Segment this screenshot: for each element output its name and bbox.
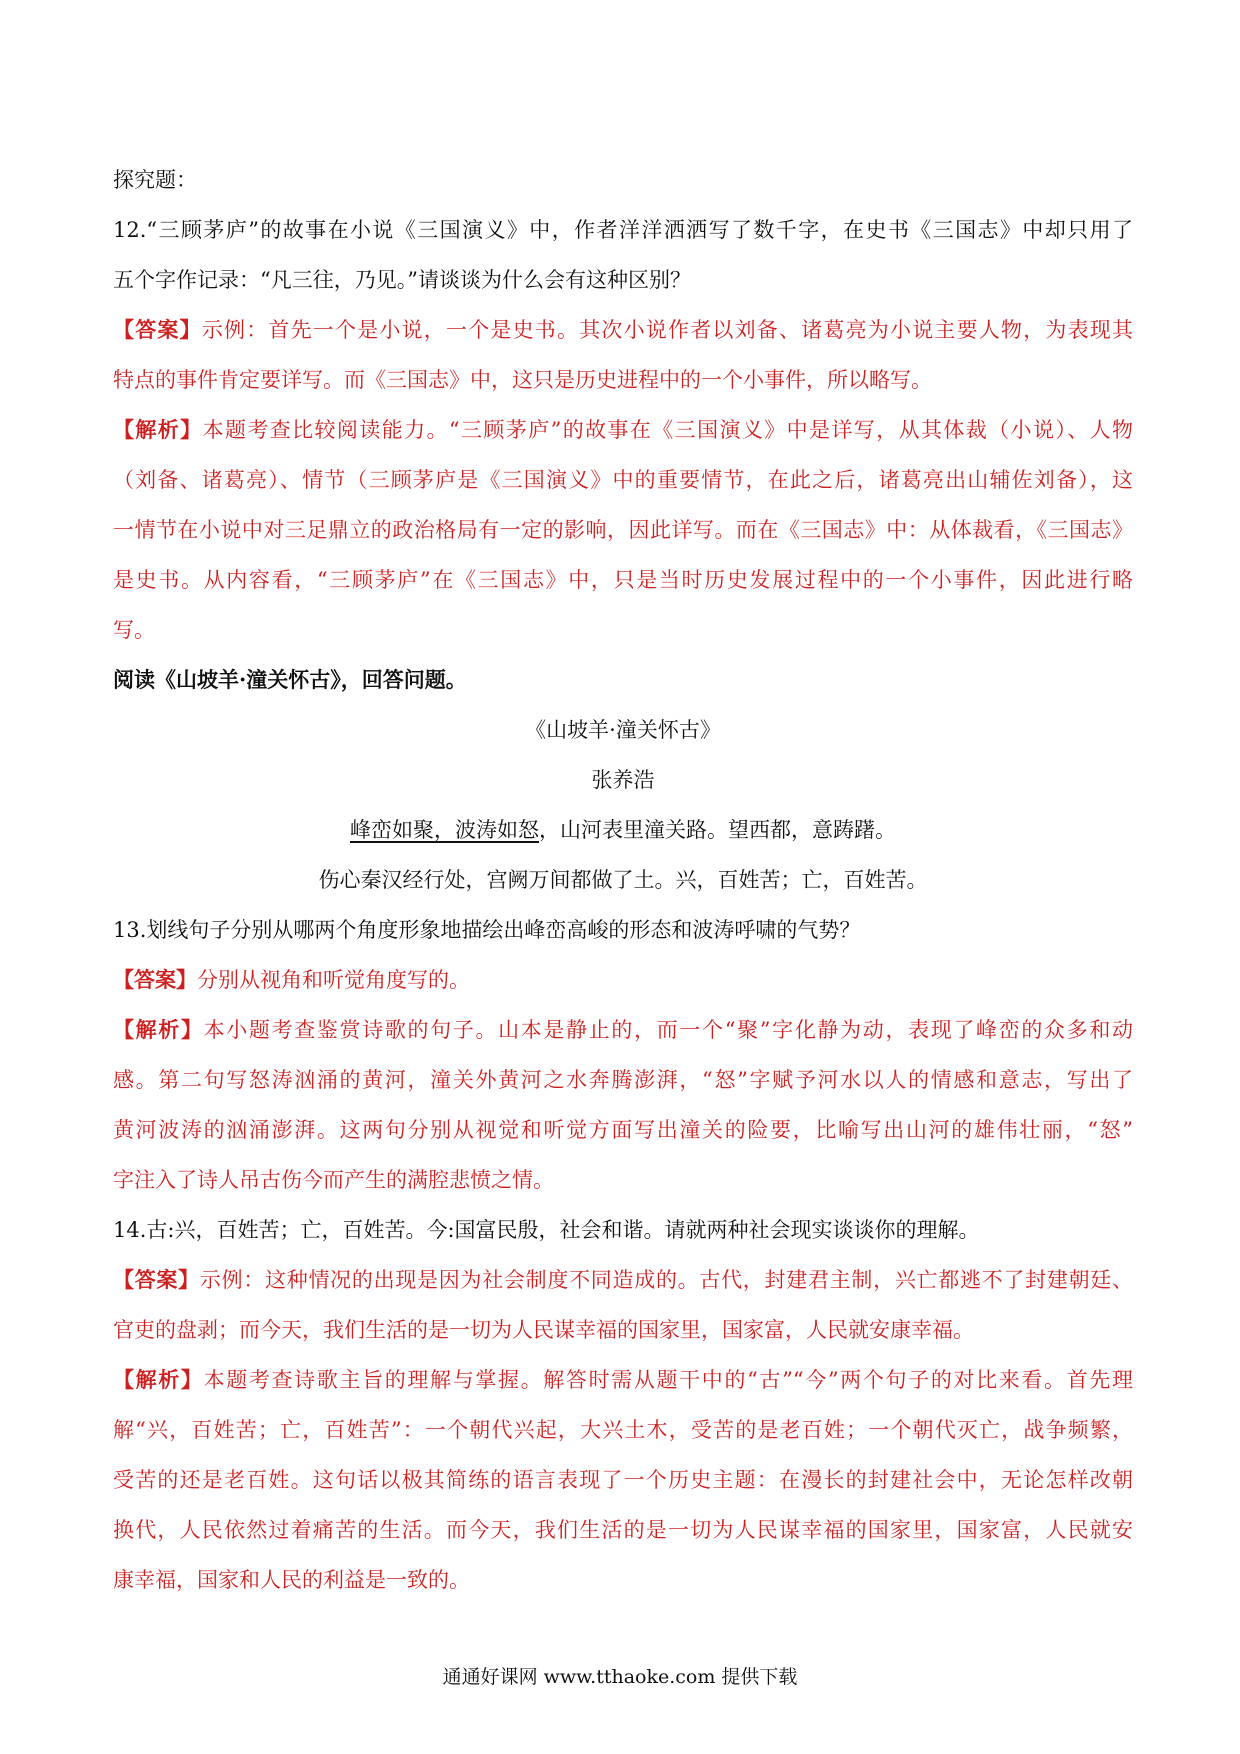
q12-question-line-1: 12.“三顾茅庐”的故事在小说《三国演义》中，作者洋洋洒洒写了数千字，在史书《三国志》中却只用了: [113, 218, 1133, 242]
q12-answer-line-2: 特点的事件肯定要详写。而《三国志》中，这只是历史进程中的一个小事件，所以略写。: [113, 368, 932, 392]
answer-tag: 【答案】: [113, 967, 197, 992]
q12-analysis-line-2: （刘备、诸葛亮）、情节（三顾茅庐是《三国演义》中的重要情节，在此之后，诸葛亮出山辅佐刘备），这: [113, 468, 1133, 492]
q12-analysis-line-1: [113, 405, 1133, 455]
q12-answer-text-1: 示例：首先一个是小说，一个是史书。其次小说作者以刘备、诸葛亮为小说主要人物，为表现其: [201, 318, 1133, 342]
q13-answer-line-1: [113, 955, 1133, 1005]
q12-question-line-2: 五个字作记录：“凡三往，乃见。”请谈谈为什么会有这种区别？: [113, 268, 691, 292]
q12-analysis-line-4: 是史书。从内容看，“三顾茅庐”在《三国志》中，只是当时历史发展过程中的一个小事件，因此进行略: [113, 568, 1133, 592]
q14-answer-line-2: 官吏的盘剥；而今天，我们生活的是一切为人民谋幸福的国家里，国家富，人民就安康幸福。: [113, 1318, 974, 1342]
q14-answer-text-1: 示例：这种情况的出现是因为社会制度不同造成的。古代，封建君主制，兴亡都逃不了封建朝廷、: [199, 1268, 1133, 1292]
analysis-tag: 【解析】: [113, 417, 203, 442]
poem-line-1: [113, 805, 1133, 855]
q12-analysis-line-5: 写。: [113, 618, 155, 642]
q14-analysis-line-3: 受苦的还是老百姓。这句话以极其简练的语言表现了一个历史主题：在漫长的封建社会中，无论怎样改朝: [113, 1468, 1133, 1492]
q14-analysis-line-5: 康幸福，国家和人民的利益是一致的。: [113, 1568, 470, 1592]
q14-question: 14.古:兴，百姓苦；亡，百姓苦。今:国富民殷，社会和谐。请就两种社会现实谈谈你的理解。: [113, 1218, 980, 1242]
analysis-tag: 【解析】: [113, 1017, 204, 1042]
answer-tag: 【答案】: [113, 317, 202, 342]
q14-analysis-line-1: [113, 1355, 1133, 1405]
q13-analysis-line-3: 黄河波涛的汹涌澎湃。这两句分别从视觉和听觉方面写出潼关的险要，比喻写出山河的雄伟壮丽，“怒”: [113, 1118, 1133, 1142]
q13-analysis-line-1: [113, 1005, 1133, 1055]
poem-underlined-phrase: 峰峦如聚，波涛如怒: [350, 818, 539, 842]
q14-analysis-line-2: 解“兴，百姓苦；亡，百姓苦”：一个朝代兴起，大兴土木，受苦的是老百姓；一个朝代灭亡，战争频繁，: [113, 1418, 1133, 1442]
poem-line-1-rest: ，山河表里潼关路。望西都，意踌躇。: [539, 818, 896, 842]
analysis-tag: 【解析】: [113, 1367, 204, 1392]
q14-analysis-text-1: 本题考查诗歌主旨的理解与掌握。解答时需从题干中的“古”“今”两个句子的对比来看。首先理: [203, 1368, 1133, 1392]
document-page: [113, 155, 1133, 1605]
page-footer: 通通好课网 www.tthaoke.com 提供下载: [442, 1666, 798, 1688]
poem-author: 张养浩: [591, 768, 655, 792]
q13-analysis-line-2: 感。第二句写怒涛汹涌的黄河，潼关外黄河之水奔腾澎湃，“怒”字赋予河水以人的情感和意志，写出了: [113, 1068, 1133, 1092]
section-title: 探究题：: [113, 168, 197, 192]
q13-analysis-text-1: 本小题考查鉴赏诗歌的句子。山本是静止的，而一个“聚”字化静为动，表现了峰峦的众多和动: [203, 1018, 1133, 1042]
q13-analysis-line-4: 字注入了诗人吊古伤今而产生的满腔悲愤之情。: [113, 1168, 554, 1192]
q14-answer-line-1: [113, 1255, 1133, 1305]
q12-answer-line-1: [113, 305, 1133, 355]
q12-analysis-line-3: 一情节在小说中对三足鼎立的政治格局有一定的影响，因此详写。而在《三国志》中：从体裁看，《三国志》: [113, 518, 1133, 542]
q12-analysis-text-1: 本题考查比较阅读能力。“三顾茅庐”的故事在《三国演义》中是详写，从其体裁（小说）、人物: [202, 418, 1133, 442]
q14-analysis-line-4: 换代，人民依然过着痛苦的生活。而今天，我们生活的是一切为人民谋幸福的国家里，国家富，人民就安: [113, 1518, 1133, 1542]
poem-title: 《山坡羊·潼关怀古》: [525, 718, 721, 742]
poem-line-2: 伤心秦汉经行处，宫阙万间都做了土。兴，百姓苦；亡，百姓苦。: [318, 868, 928, 892]
q13-question: 13.划线句子分别从哪两个角度形象地描绘出峰峦高峻的形态和波涛呼啸的气势？: [113, 918, 861, 942]
reading-intro: 阅读《山坡羊·潼关怀古》，回答问题。: [113, 667, 467, 692]
q13-answer-text-1: 分别从视角和听觉角度写的。: [197, 968, 470, 992]
answer-tag: 【答案】: [113, 1267, 200, 1292]
